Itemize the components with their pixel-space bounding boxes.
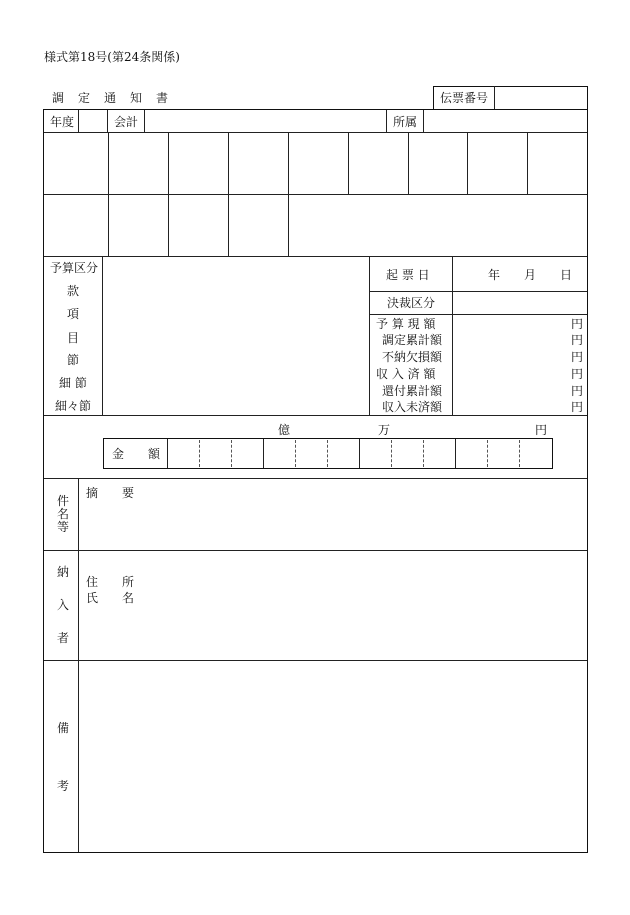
setsu-label: 節 xyxy=(67,353,80,367)
amount-row-label: 調定累計額 xyxy=(382,333,443,347)
saisetsu-label: 細 節 xyxy=(59,376,87,390)
remarks-side-label: 備 考 xyxy=(56,721,69,793)
form-number: 様式第18号(第24条関係) xyxy=(44,50,180,64)
kan-label: 款 xyxy=(67,284,80,298)
amount-row-unit: 円 xyxy=(571,317,584,331)
subject-side-label: 件 名 等 xyxy=(56,494,69,534)
amount-row-label: 予 算 現 額 xyxy=(376,317,436,331)
budget-detail-field[interactable] xyxy=(104,259,367,413)
slip-number-label: 伝票番号 xyxy=(440,91,489,105)
address-field[interactable] xyxy=(136,573,584,589)
amount-row-label: 収 入 済 額 xyxy=(376,367,436,381)
approval-stamp-grid[interactable] xyxy=(109,133,587,256)
amount-row-label: 不納欠損額 xyxy=(382,350,443,364)
department-field[interactable] xyxy=(425,112,585,131)
decision-field[interactable] xyxy=(454,293,586,313)
unit-man: 万 xyxy=(378,423,391,437)
kou-label: 項 xyxy=(67,307,80,321)
issue-day: 日 xyxy=(560,268,573,282)
budget-category-label: 予算区分 xyxy=(50,261,99,275)
amount-row-unit: 円 xyxy=(571,384,584,398)
name-label: 氏 名 xyxy=(86,591,135,605)
issue-date-field[interactable] xyxy=(454,259,586,289)
fiscal-year-label: 年度 xyxy=(50,115,75,129)
amount-row-unit: 円 xyxy=(571,400,584,414)
amount-label: 金 額 xyxy=(112,447,161,461)
payer-side-label: 納 入 者 xyxy=(56,565,69,645)
amount-row-label: 収入未済額 xyxy=(382,400,443,414)
amount-row-label: 還付累計額 xyxy=(382,384,443,398)
decision-label: 決裁区分 xyxy=(387,296,436,310)
saisaisetsu-label: 細々節 xyxy=(55,399,92,413)
amount-values-field[interactable] xyxy=(454,316,568,413)
summary-field[interactable] xyxy=(82,503,584,548)
unit-yen: 円 xyxy=(535,423,548,437)
slip-number-field[interactable] xyxy=(496,88,584,108)
fiscal-year-field[interactable] xyxy=(80,112,106,131)
unit-oku: 億 xyxy=(278,423,291,437)
amount-row-unit: 円 xyxy=(571,367,584,381)
issue-month: 月 xyxy=(524,268,537,282)
summary-label: 摘 要 xyxy=(86,486,135,500)
account-label: 会計 xyxy=(114,115,139,129)
amount-digit-field[interactable] xyxy=(169,440,551,467)
name-field[interactable] xyxy=(136,590,584,606)
moku-label: 目 xyxy=(67,331,80,345)
account-field[interactable] xyxy=(146,112,384,131)
amount-row-unit: 円 xyxy=(571,350,584,364)
amount-row-unit: 円 xyxy=(571,333,584,347)
remarks-field[interactable] xyxy=(82,664,584,850)
address-label: 住 所 xyxy=(86,575,135,589)
form-title: 調 定 通 知 書 xyxy=(52,91,170,105)
issue-year: 年 xyxy=(488,268,501,282)
department-label: 所属 xyxy=(393,115,418,129)
issue-date-label: 起 票 日 xyxy=(386,268,430,282)
